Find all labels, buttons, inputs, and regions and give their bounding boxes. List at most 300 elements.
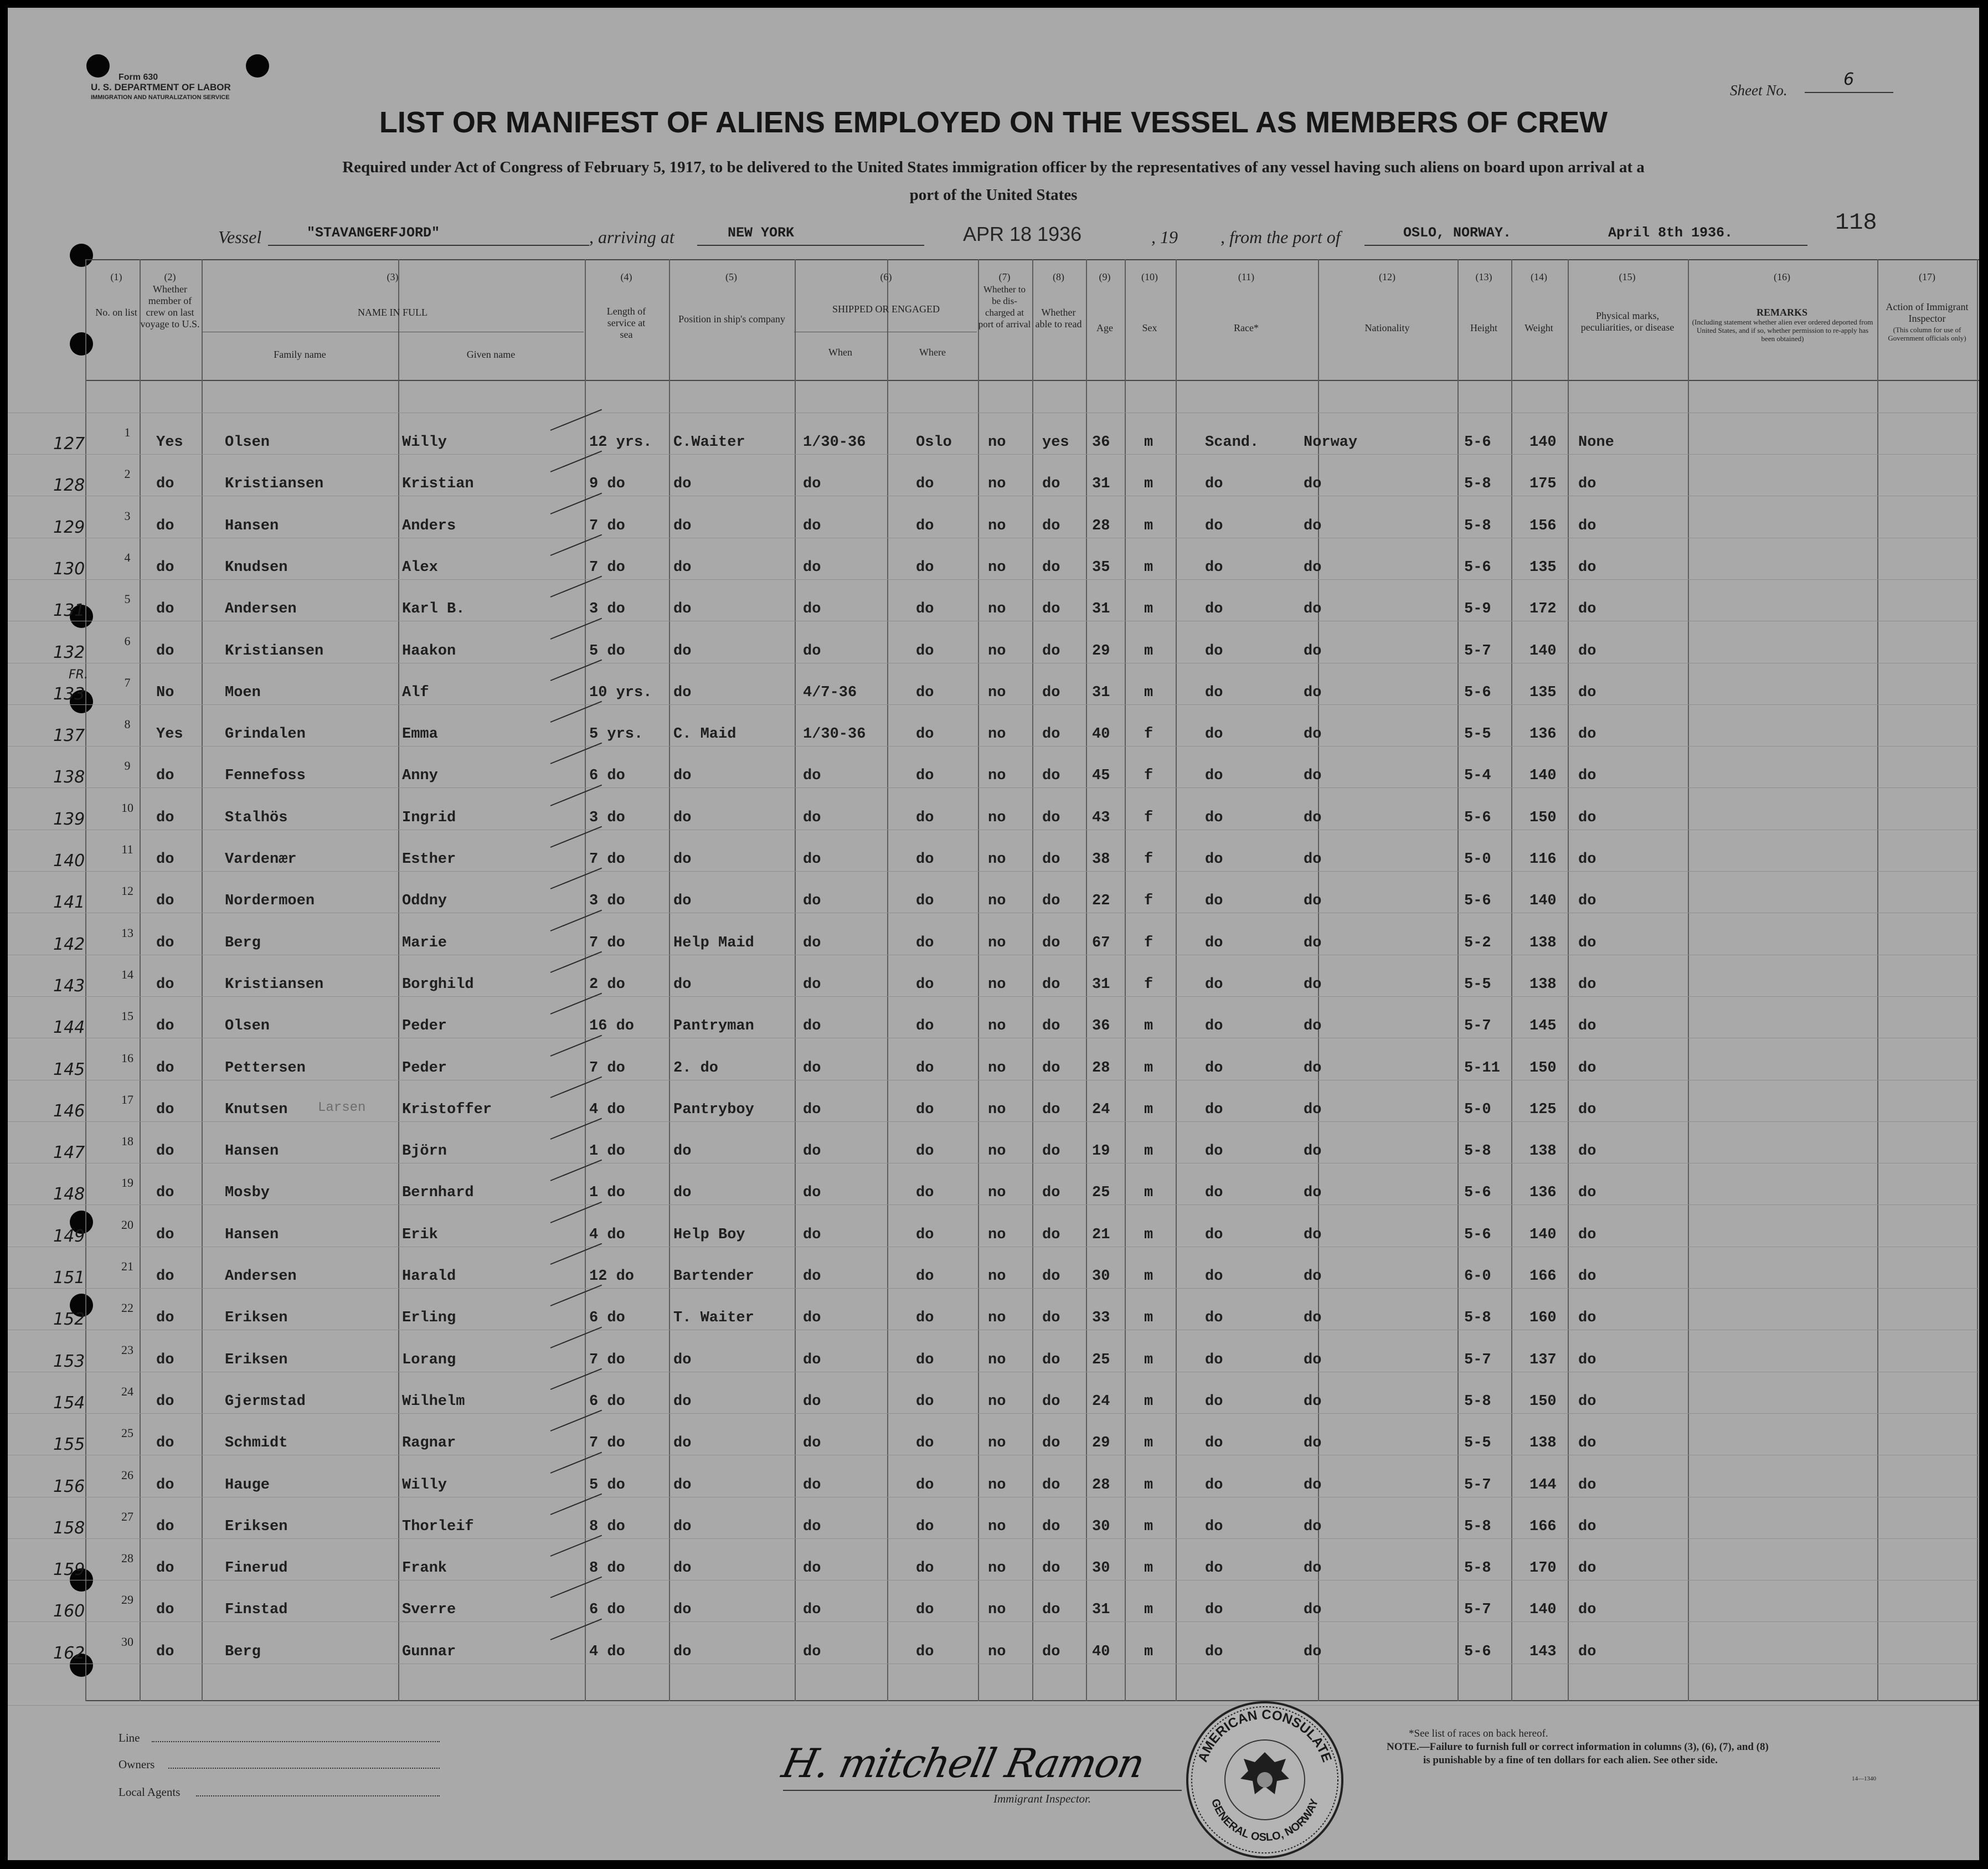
col-5-number: (5) (725, 271, 737, 282)
weight: 140 (1529, 768, 1557, 785)
sex: m (1144, 559, 1153, 576)
nationality: do (1304, 1602, 1322, 1619)
race: do (1205, 684, 1223, 701)
list-number: 20 (121, 1217, 133, 1232)
race: do (1205, 893, 1223, 910)
sex: f (1144, 851, 1153, 868)
sex: f (1144, 809, 1153, 826)
margin-number: 132 (53, 642, 85, 662)
age: 33 (1092, 1310, 1110, 1327)
column-rule (1877, 259, 1878, 1701)
margin-number: 145 (53, 1059, 85, 1079)
ship-position: do (673, 1435, 692, 1452)
col-1-header: No. on list (95, 307, 137, 318)
physical-marks: do (1578, 1310, 1596, 1327)
age: 28 (1092, 1059, 1110, 1077)
prior-voyage: do (156, 1101, 174, 1118)
sex: m (1144, 1018, 1153, 1035)
engaged-where: do (916, 1643, 934, 1660)
physical-marks: do (1578, 1185, 1596, 1202)
service-length: 7 do (589, 1435, 625, 1452)
margin-number: 142 (53, 934, 85, 954)
margin-number: 147 (53, 1143, 85, 1163)
nationality: do (1304, 1435, 1322, 1452)
discharged-flag: no (988, 1059, 1006, 1077)
nationality: do (1304, 1351, 1322, 1368)
height: 5-6 (1464, 809, 1491, 826)
margin-number: 159 (53, 1560, 85, 1580)
given-name: Karl B. (402, 601, 465, 618)
weight: 138 (1529, 1435, 1557, 1452)
discharged-flag: no (988, 1268, 1006, 1285)
physical-marks: do (1578, 1226, 1596, 1243)
discharged-flag: no (988, 601, 1006, 618)
port-underline (697, 245, 924, 246)
list-number: 1 (124, 425, 131, 439)
age: 31 (1092, 476, 1110, 493)
ship-position: Pantryboy (673, 1101, 754, 1118)
column-rule (85, 259, 86, 1701)
prior-voyage: do (156, 1351, 174, 1368)
engaged-where: do (916, 976, 934, 993)
given-name: Sverre (402, 1602, 456, 1619)
list-number: 14 (121, 967, 133, 981)
sex: m (1144, 476, 1153, 493)
race: do (1205, 768, 1223, 785)
list-number: 15 (121, 1009, 133, 1023)
engaged-where: do (916, 684, 934, 701)
engaged-when: do (803, 642, 821, 660)
height: 6-0 (1464, 1268, 1491, 1285)
col-2-number: (2) (164, 271, 176, 282)
col-17-number: (17) (1919, 271, 1935, 282)
given-name: Bernhard (402, 1185, 474, 1202)
col-6b-header: Where (919, 347, 946, 358)
discharged-flag: no (988, 684, 1006, 701)
given-name: Marie (402, 934, 447, 951)
physical-marks: do (1578, 601, 1596, 618)
line-blank (152, 1741, 440, 1742)
prior-voyage: do (156, 1143, 174, 1160)
engaged-when: do (803, 1602, 821, 1619)
weight: 125 (1529, 1101, 1557, 1118)
physical-marks: do (1578, 893, 1596, 910)
physical-marks: do (1578, 1059, 1596, 1077)
prior-voyage: No (156, 684, 174, 701)
line-label: Line (119, 1731, 140, 1744)
engaged-when: do (803, 851, 821, 868)
age: 24 (1092, 1393, 1110, 1410)
age: 22 (1092, 893, 1110, 910)
sex: f (1144, 976, 1153, 993)
sheet-underline (1805, 92, 1893, 93)
col-10-header: Sex (1142, 322, 1157, 333)
margin-number: 130 (53, 559, 85, 579)
able-to-read: do (1042, 1643, 1060, 1660)
height: 5-7 (1464, 1018, 1491, 1035)
ship-position: do (673, 1185, 692, 1202)
age: 40 (1092, 726, 1110, 743)
ship-position: Bartender (673, 1268, 754, 1285)
punch-hole (70, 244, 93, 267)
physical-marks: do (1578, 476, 1596, 493)
col-4-header: Length of service at sea (606, 306, 646, 340)
row-rule (8, 1121, 1979, 1122)
engaged-when: do (803, 934, 821, 951)
height: 5-7 (1464, 1476, 1491, 1494)
discharged-flag: no (988, 1476, 1006, 1494)
vessel-name: "STAVANGERFJORD" (307, 225, 440, 241)
age: 31 (1092, 976, 1110, 993)
punch-hole (246, 54, 269, 78)
physical-marks: do (1578, 1143, 1596, 1160)
race: Scand. (1205, 434, 1259, 451)
print-code: 14—1340 (1852, 1775, 1876, 1782)
service-length: 6 do (589, 1393, 625, 1410)
service-length: 7 do (589, 934, 625, 951)
nationality: do (1304, 1101, 1322, 1118)
ship-position: do (673, 559, 692, 576)
engaged-when: do (803, 1643, 821, 1660)
height: 5-5 (1464, 726, 1491, 743)
ship-position: do (673, 1560, 692, 1577)
sex: m (1144, 684, 1153, 701)
given-name: Ragnar (402, 1435, 456, 1452)
margin-number: 156 (53, 1476, 85, 1496)
given-name: Erik (402, 1226, 438, 1243)
column-rule (585, 259, 586, 1701)
list-number: 25 (121, 1426, 133, 1440)
engaged-when: do (803, 1018, 821, 1035)
service-length: 4 do (589, 1101, 625, 1118)
margin-number: 139 (53, 809, 85, 829)
discharged-flag: no (988, 1393, 1006, 1410)
race: do (1205, 1185, 1223, 1202)
sex: m (1144, 642, 1153, 660)
nationality: do (1304, 1518, 1322, 1535)
manifest-sheet (8, 8, 1979, 1860)
col-11-header: Race* (1234, 322, 1259, 333)
race: do (1205, 1143, 1223, 1160)
engaged-where: do (916, 1268, 934, 1285)
weight: 136 (1529, 1185, 1557, 1202)
engaged-when: do (803, 893, 821, 910)
age: 67 (1092, 934, 1110, 951)
prior-voyage: Yes (156, 434, 183, 451)
able-to-read: do (1042, 893, 1060, 910)
race: do (1205, 1518, 1223, 1535)
discharged-flag: no (988, 1226, 1006, 1243)
col-14-header: Weight (1525, 322, 1553, 333)
prior-voyage: do (156, 976, 174, 993)
owners-label: Owners (119, 1758, 155, 1771)
given-name: Willy (402, 434, 447, 451)
service-length: 12 do (589, 1268, 635, 1285)
col-17-header: Action of Immigrant Inspector (1886, 301, 1969, 324)
engaged-where: do (916, 1602, 934, 1619)
weight: 150 (1529, 1393, 1557, 1410)
engaged-when: do (803, 1560, 821, 1577)
race: do (1205, 1435, 1223, 1452)
row-rule (8, 579, 1979, 580)
able-to-read: do (1042, 1310, 1060, 1327)
physical-marks: do (1578, 1435, 1596, 1452)
list-number: 19 (121, 1176, 133, 1190)
discharged-flag: no (988, 1310, 1006, 1327)
family-name: Finstad (225, 1602, 288, 1619)
col-3a-header: Family name (274, 349, 326, 360)
engaged-when: do (803, 559, 821, 576)
able-to-read: do (1042, 642, 1060, 660)
prior-voyage: do (156, 1059, 174, 1077)
able-to-read: do (1042, 768, 1060, 785)
physical-marks: do (1578, 1602, 1596, 1619)
service-length: 3 do (589, 601, 625, 618)
inspector-label: Immigrant Inspector. (993, 1792, 1091, 1805)
sex: m (1144, 517, 1153, 534)
row-rule (8, 1538, 1979, 1539)
discharged-flag: no (988, 726, 1006, 743)
physical-marks: do (1578, 1518, 1596, 1535)
family-name: Knutsen (225, 1101, 288, 1118)
column-rule (795, 259, 796, 1701)
race: do (1205, 642, 1223, 660)
list-number: 4 (124, 550, 131, 564)
family-name: Schmidt (225, 1435, 288, 1452)
family-name: Finerud (225, 1560, 288, 1577)
margin-number: 137 (53, 726, 85, 746)
height: 5-7 (1464, 1351, 1491, 1368)
weight: 135 (1529, 684, 1557, 701)
physical-marks: do (1578, 1476, 1596, 1494)
family-name: Gjermstad (225, 1393, 306, 1410)
margin-number: 153 (53, 1351, 85, 1371)
race: do (1205, 517, 1223, 534)
race: do (1205, 1560, 1223, 1577)
weight: 138 (1529, 976, 1557, 993)
family-name-note: Larsen (318, 1100, 366, 1115)
engaged-where: do (916, 1393, 934, 1410)
column-rule (669, 259, 670, 1701)
discharged-flag: no (988, 934, 1006, 951)
margin-number: 140 (53, 851, 85, 871)
col-12-header: Nationality (1364, 322, 1410, 333)
service-length: 3 do (589, 809, 625, 826)
ship-position: do (673, 851, 692, 868)
list-number: 6 (124, 634, 131, 648)
ship-position: C. Maid (673, 726, 737, 743)
column-rule (887, 259, 888, 1701)
engaged-when: do (803, 1226, 821, 1243)
margin-number: 141 (53, 893, 85, 913)
column-rule (1086, 259, 1087, 1701)
discharged-flag: no (988, 809, 1006, 826)
engaged-where: do (916, 601, 934, 618)
family-name: Mosby (225, 1185, 270, 1202)
weight: 116 (1529, 851, 1557, 868)
list-number: 11 (121, 842, 133, 856)
margin-number: 143 (53, 976, 85, 996)
row-rule (8, 1705, 1979, 1706)
service-length: 2 do (589, 976, 625, 993)
col-13-number: (13) (1475, 271, 1492, 282)
margin-number: 129 (53, 517, 85, 537)
family-name: Berg (225, 934, 261, 951)
family-name: Moen (225, 684, 261, 701)
page-number: 118 (1835, 209, 1877, 236)
family-name: Andersen (225, 601, 297, 618)
page-title: LIST OR MANIFEST OF ALIENS EMPLOYED ON THE VESSEL AS MEMBERS OF CREW (379, 106, 1608, 139)
engaged-when: 1/30-36 (803, 726, 866, 743)
engaged-when: 4/7-36 (803, 684, 857, 701)
sex: f (1144, 934, 1153, 951)
weight: 150 (1529, 809, 1557, 826)
column-rule (1568, 259, 1569, 1701)
family-name: Eriksen (225, 1518, 288, 1535)
able-to-read: do (1042, 726, 1060, 743)
seal-text-top: AMERICAN CONSULATE (1195, 1707, 1335, 1764)
col-3-header: NAME IN FULL (358, 307, 428, 318)
given-name: Frank (402, 1560, 447, 1577)
engaged-when: do (803, 768, 821, 785)
sex: m (1144, 601, 1153, 618)
weight: 138 (1529, 1143, 1557, 1160)
race: do (1205, 1643, 1223, 1660)
given-name: Erling (402, 1310, 456, 1327)
physical-marks: do (1578, 1643, 1596, 1660)
sex: m (1144, 1518, 1153, 1535)
able-to-read: do (1042, 1018, 1060, 1035)
inspector-signature: H. mitchell Ramon (778, 1740, 1148, 1786)
arriving-label: , arriving at (589, 227, 674, 247)
given-name: Peder (402, 1059, 447, 1077)
engaged-where: do (916, 476, 934, 493)
age: 43 (1092, 809, 1110, 826)
engaged-where: do (916, 1018, 934, 1035)
height: 5-6 (1464, 893, 1491, 910)
age: 25 (1092, 1351, 1110, 1368)
service-length: 8 do (589, 1560, 625, 1577)
engaged-when: do (803, 1143, 821, 1160)
race: do (1205, 934, 1223, 951)
ship-position: 2. do (673, 1059, 719, 1077)
ship-position: C.Waiter (673, 434, 745, 451)
weight: 143 (1529, 1643, 1557, 1660)
engaged-where: do (916, 726, 934, 743)
service-length: 7 do (589, 851, 625, 868)
engaged-when: do (803, 1185, 821, 1202)
engaged-when: do (803, 976, 821, 993)
sex: f (1144, 893, 1153, 910)
sex: f (1144, 768, 1153, 785)
prior-voyage: do (156, 934, 174, 951)
height: 5-6 (1464, 434, 1491, 451)
engaged-where: do (916, 1435, 934, 1452)
prior-voyage: do (156, 1018, 174, 1035)
col-3b-header: Given name (466, 349, 516, 360)
able-to-read: do (1042, 559, 1060, 576)
list-number: 23 (121, 1342, 133, 1357)
family-name: Hansen (225, 1226, 279, 1243)
height: 5-8 (1464, 1518, 1491, 1535)
col-6-header: SHIPPED OR ENGAGED (832, 303, 940, 315)
nationality: do (1304, 1143, 1322, 1160)
weight: 160 (1529, 1310, 1557, 1327)
ship-position: do (673, 642, 692, 660)
engaged-where: do (916, 559, 934, 576)
col-11-number: (11) (1238, 271, 1255, 282)
age: 31 (1092, 684, 1110, 701)
margin-number: 151 (53, 1268, 85, 1288)
given-name: Alf (402, 684, 429, 701)
given-name: Lorang (402, 1351, 456, 1368)
row-rule (8, 996, 1979, 997)
nationality: do (1304, 1018, 1322, 1035)
age: 35 (1092, 559, 1110, 576)
sex: f (1144, 726, 1153, 743)
owners-blank (168, 1768, 440, 1769)
weight: 175 (1529, 476, 1557, 493)
nationality: do (1304, 517, 1322, 534)
subtitle-line-2: port of the United States (909, 186, 1078, 204)
departure-date: April 8th 1936. (1608, 225, 1733, 241)
family-name: Eriksen (225, 1310, 288, 1327)
row-rule (8, 1413, 1979, 1414)
from-port-underline (1364, 245, 1807, 246)
family-name: Grindalen (225, 726, 306, 743)
prior-voyage: do (156, 559, 174, 576)
able-to-read: do (1042, 1435, 1060, 1452)
weight: 140 (1529, 893, 1557, 910)
family-name: Hansen (225, 1143, 279, 1160)
able-to-read: do (1042, 517, 1060, 534)
age: 45 (1092, 768, 1110, 785)
able-to-read: do (1042, 1268, 1060, 1285)
nationality: do (1304, 851, 1322, 868)
height: 5-8 (1464, 1560, 1491, 1577)
physical-marks: do (1578, 559, 1596, 576)
given-name: Emma (402, 726, 438, 743)
discharged-flag: no (988, 642, 1006, 660)
physical-marks: do (1578, 934, 1596, 951)
family-name: Kristiansen (225, 642, 324, 660)
race: do (1205, 976, 1223, 993)
family-name: Fennefoss (225, 768, 306, 785)
arrival-port: NEW YORK (728, 225, 795, 241)
vessel-label: Vessel (218, 227, 262, 247)
nationality: do (1304, 1268, 1322, 1285)
column-rule (1977, 259, 1978, 1701)
consulate-seal (1182, 1697, 1348, 1860)
list-number: 12 (121, 884, 133, 898)
discharged-flag: no (988, 768, 1006, 785)
punch-hole (86, 54, 110, 78)
races-note: *See list of races on back hereof. (1409, 1728, 1548, 1739)
engaged-where: do (916, 1226, 934, 1243)
margin-number: 158 (53, 1518, 85, 1538)
able-to-read: do (1042, 1226, 1060, 1243)
race: do (1205, 1226, 1223, 1243)
engaged-where: do (916, 934, 934, 951)
engaged-when: do (803, 476, 821, 493)
height: 5-8 (1464, 1393, 1491, 1410)
service-length: 5 do (589, 642, 625, 660)
engaged-when: do (803, 1351, 821, 1368)
sex: m (1144, 1310, 1153, 1327)
height: 5-6 (1464, 1226, 1491, 1243)
list-number: 21 (121, 1259, 133, 1273)
list-number: 3 (124, 508, 131, 523)
